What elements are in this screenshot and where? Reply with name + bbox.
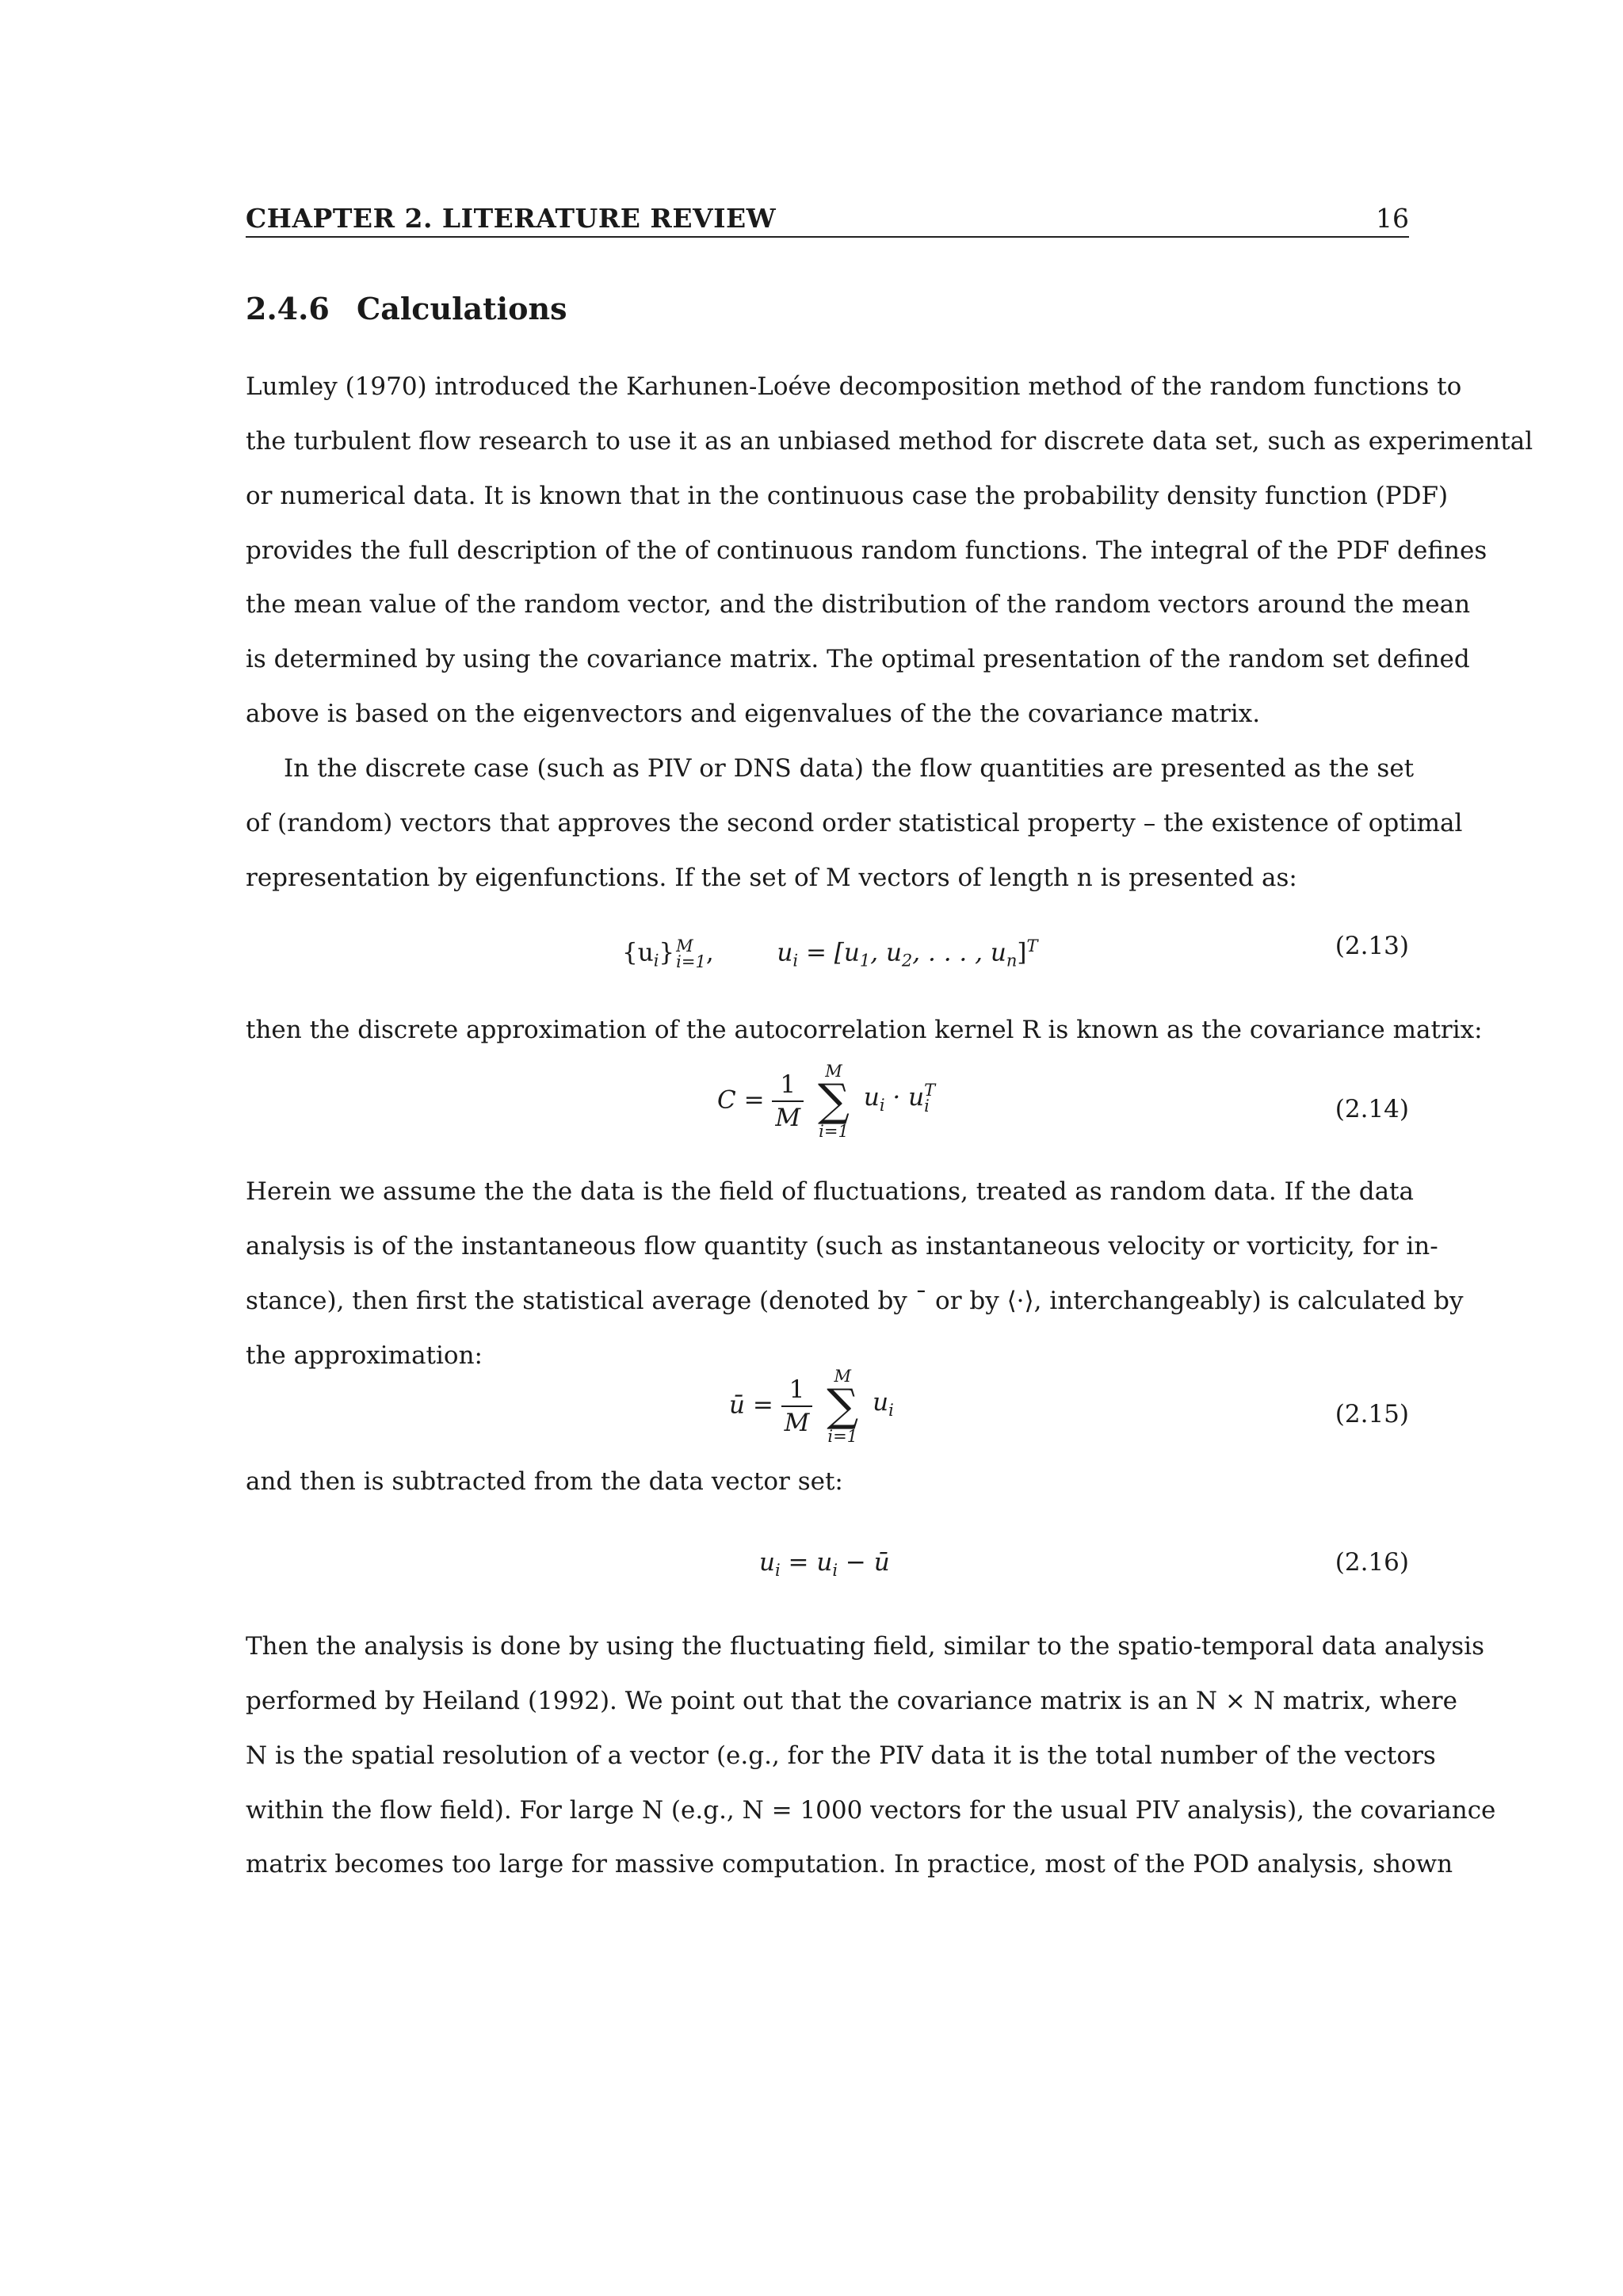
- paragraph-4-line: matrix becomes too large for massive computation. In practice, most of the POD analysis, shown: [246, 1850, 1453, 1878]
- equation-2-16-body: $u_i = u_i$ − ū: [759, 1548, 890, 1581]
- paragraph-2-line: representation by eigenfunctions. If the set of M vectors of length n is presented as:: [246, 864, 1297, 892]
- paragraph-3-line: the approximation:: [246, 1341, 483, 1370]
- paragraph-3-line: stance), then first the statistical average (denoted by ¯ or by ⟨·⟩, interchangeably) is calculated by: [246, 1287, 1464, 1315]
- paragraph-2-line: of (random) vectors that approves the second order statistical property – the existence of optimal: [246, 809, 1463, 837]
- equation-2-15: [246, 1367, 1409, 1462]
- paragraph-4-line: performed by Heiland (1992). We point out that the covariance matrix is an N × N matrix, where: [246, 1687, 1457, 1715]
- paragraph-1-line: above is based on the eigenvectors and eigenvalues of the the covariance matrix.: [246, 700, 1261, 728]
- paragraph-1-line: the mean value of the random vector, and the distribution of the random vectors around the mean: [246, 590, 1471, 619]
- body-line: then the discrete approximation of the autocorrelation kernel R is known as the covariance matrix:: [246, 1016, 1483, 1044]
- equation-label: (2.16): [1335, 1548, 1409, 1577]
- paragraph-4-line: within the flow field). For large N (e.g., N = 1000 vectors for the usual PIV analysis), the covariance: [246, 1796, 1496, 1825]
- equation-2-14: [246, 1062, 1409, 1157]
- section-title: Calculations: [357, 291, 567, 326]
- chapter-title: CHAPTER 2. LITERATURE REVIEW: [246, 203, 777, 234]
- paragraph-1-line: is determined by using the covariance matrix. The optimal presentation of the random set defined: [246, 645, 1470, 673]
- equation-2-16: [246, 1545, 1409, 1585]
- paragraph-1-line: the turbulent flow research to use it as an unbiased method for discrete data set, such as experimental: [246, 427, 1533, 456]
- equation-2-13-body: $\{u_i\}$ M i=1 , $u_i = [u_1$, $u_2$, . . . , $u_n]^T$: [622, 936, 1038, 971]
- paragraph-3-line: Herein we assume the the data is the field of fluctuations, treated as random data. If the data: [246, 1177, 1414, 1206]
- equation-label: (2.15): [1335, 1400, 1409, 1428]
- paragraph-3-line: analysis is of the instantaneous flow quantity (such as instantaneous velocity or vorticity, for in-: [246, 1232, 1438, 1261]
- paragraph-1-line: provides the full description of the of continuous random functions. The integral of the PDF defines: [246, 536, 1487, 565]
- page-number: 16: [1376, 203, 1409, 234]
- equation-label: (2.13): [1335, 932, 1409, 960]
- paragraph-4-line: N is the spatial resolution of a vector (e.g., for the PIV data it is the total number of the vectors: [246, 1741, 1436, 1770]
- paragraph-4-line: Then the analysis is done by using the fluctuating field, similar to the spatio-temporal data analysis: [246, 1632, 1484, 1661]
- body-line: and then is subtracted from the data vector set:: [246, 1467, 843, 1496]
- equation-2-13: [246, 929, 1409, 976]
- equation-2-15-body: ū = $\frac{1}{M}$ M ∑ i=1 $u_i$: [729, 1367, 894, 1446]
- section-number: 2.4.6: [246, 291, 330, 326]
- section-heading: [246, 287, 567, 331]
- paragraph-1-line: or numerical data. It is known that in the continuous case the probability density function (PDF): [246, 482, 1449, 510]
- running-header: [246, 201, 1409, 236]
- paragraph-2-line: In the discrete case (such as PIV or DNS data) the flow quantities are presented as the set: [284, 754, 1415, 783]
- equation-2-14-body: C = $\frac{1}{M}$ M ∑ i=1 $u_i \cdot u$ T i: [717, 1062, 936, 1141]
- paragraph-1-line: Lumley (1970) introduced the Karhunen-Loéve decomposition method of the random functions to: [246, 372, 1462, 401]
- header-rule: [246, 236, 1409, 238]
- equation-label: (2.14): [1335, 1095, 1409, 1123]
